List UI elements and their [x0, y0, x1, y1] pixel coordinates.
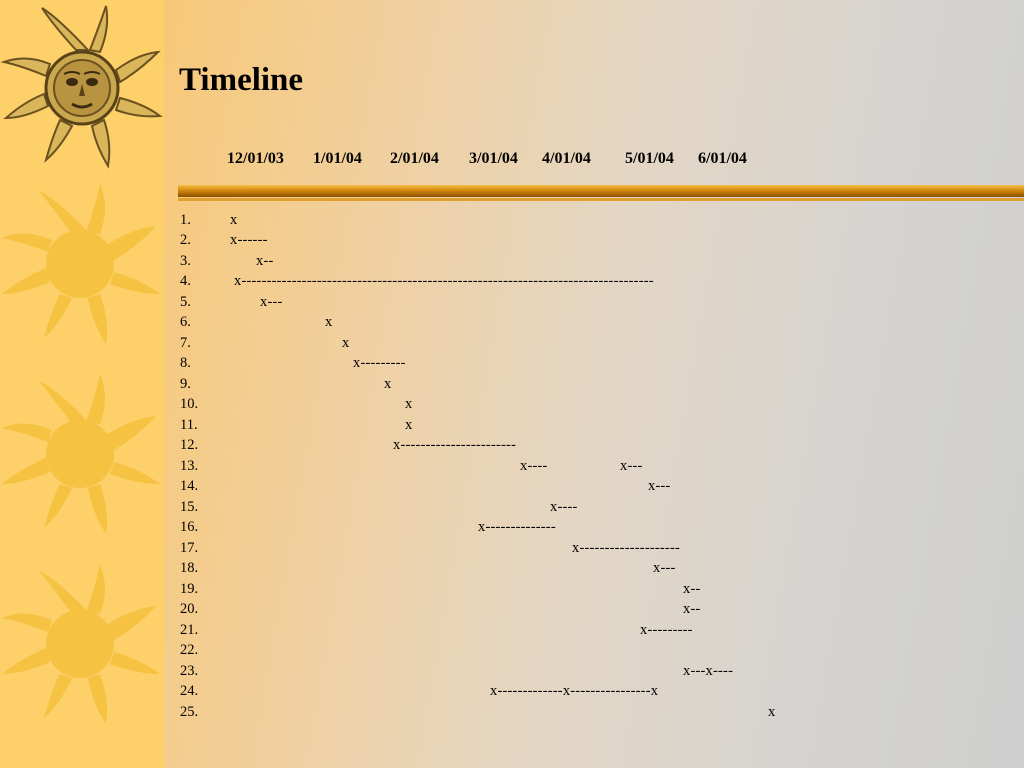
row-number: 22.	[180, 642, 199, 658]
row-number: 17.	[180, 540, 199, 556]
timeline-mark: x	[405, 396, 413, 412]
row-number: 13.	[180, 458, 199, 474]
date-label: 1/01/04	[313, 150, 362, 167]
row-number: 15.	[180, 499, 199, 515]
row-number: 9.	[180, 376, 191, 392]
row-number: 7.	[180, 335, 191, 351]
slide-background	[164, 0, 1024, 768]
sun-face-icon	[0, 0, 164, 180]
timeline-mark: x--------------	[478, 519, 556, 535]
row-number: 12.	[180, 437, 199, 453]
timeline-mark: x	[325, 314, 333, 330]
timeline-mark: x-----------------------	[393, 437, 517, 453]
slide-title: Timeline	[179, 62, 304, 98]
row-number: 1.	[180, 212, 191, 228]
timeline-mark: x--	[683, 601, 701, 617]
timeline-mark: x--------------------	[572, 540, 681, 556]
date-label: 3/01/04	[469, 150, 518, 167]
header-rule	[178, 181, 1024, 205]
row-number: 24.	[180, 683, 199, 699]
row-number: 11.	[180, 417, 198, 433]
sun-icon	[0, 370, 164, 550]
row-number: 25.	[180, 704, 199, 720]
timeline-mark: x--	[683, 581, 701, 597]
timeline-mark: x---	[620, 458, 643, 474]
timeline-mark: x	[768, 704, 776, 720]
row-number: 18.	[180, 560, 199, 576]
date-label: 4/01/04	[542, 150, 591, 167]
row-number: 20.	[180, 601, 199, 617]
decorative-sidebar	[0, 0, 164, 768]
row-number: 14.	[180, 478, 199, 494]
row-number: 6.	[180, 314, 191, 330]
row-number: 19.	[180, 581, 199, 597]
timeline-mark: x	[230, 212, 238, 228]
timeline-mark: x---------	[353, 355, 406, 371]
row-number: 4.	[180, 273, 191, 289]
row-number: 10.	[180, 396, 199, 412]
date-label: 5/01/04	[625, 150, 674, 167]
row-number: 8.	[180, 355, 191, 371]
timeline-mark: x	[342, 335, 350, 351]
sun-icon	[0, 560, 164, 740]
timeline-mark: x-------------x----------------x	[490, 683, 659, 699]
sun-icon	[0, 180, 164, 360]
timeline-mark: x----	[550, 499, 578, 515]
date-label: 6/01/04	[698, 150, 747, 167]
row-number: 5.	[180, 294, 191, 310]
timeline-mark: x---	[260, 294, 283, 310]
date-label: 2/01/04	[390, 150, 439, 167]
timeline-mark: x	[384, 376, 392, 392]
row-number: 3.	[180, 253, 191, 269]
row-number: 2.	[180, 232, 191, 248]
timeline-mark: x--	[256, 253, 274, 269]
timeline-mark: x----	[520, 458, 548, 474]
timeline-mark: x---	[648, 478, 671, 494]
row-number: 16.	[180, 519, 199, 535]
date-label: 12/01/03	[227, 150, 284, 167]
timeline-mark: x---	[653, 560, 676, 576]
timeline-mark: x----------------------------------------------------------------------------------	[234, 273, 654, 289]
timeline-mark: x	[405, 417, 413, 433]
timeline-mark: x------	[230, 232, 268, 248]
timeline-mark: x---x----	[683, 663, 734, 679]
timeline-mark: x---------	[640, 622, 693, 638]
row-number: 21.	[180, 622, 199, 638]
row-number: 23.	[180, 663, 199, 679]
